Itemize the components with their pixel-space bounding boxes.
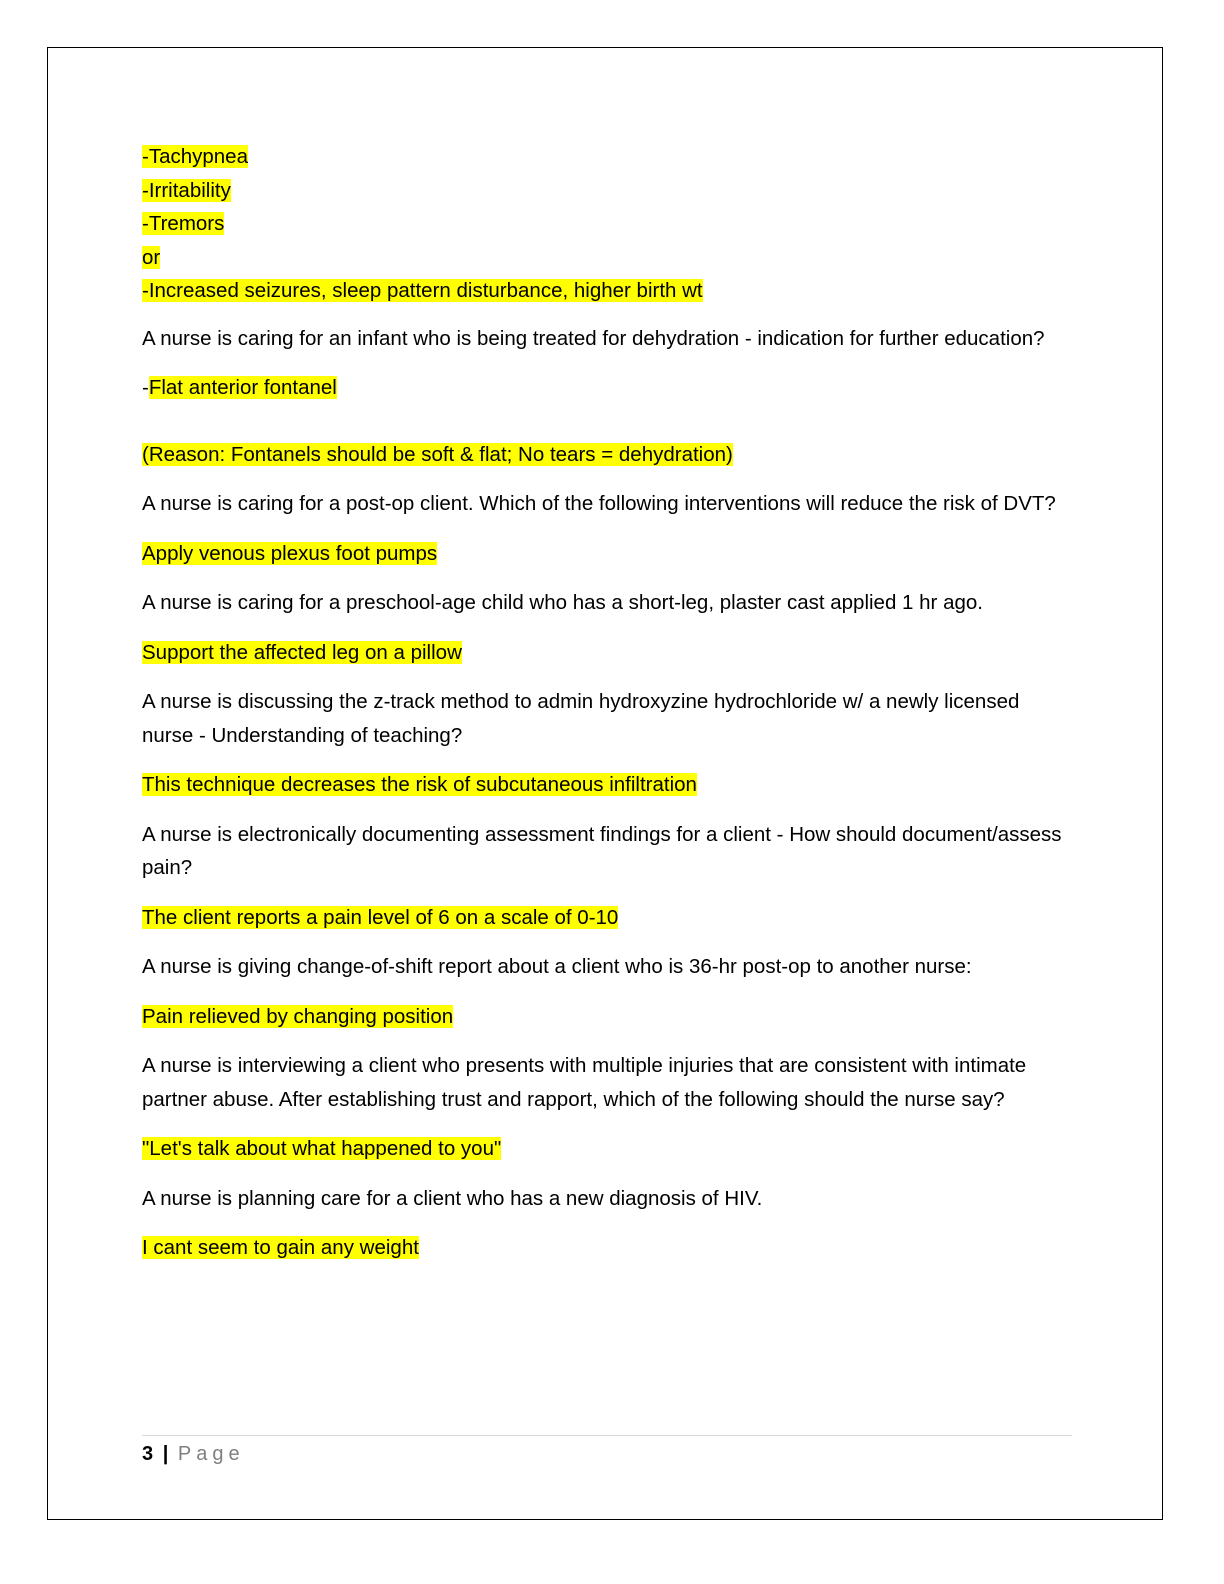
question-text: A nurse is planning care for a client who has a new diagnosis of HIV. (142, 1186, 763, 1210)
answer-text: Support the affected leg on a pillow (142, 640, 462, 664)
list-item: -Tremors (142, 212, 225, 235)
answer-line (142, 1231, 1072, 1265)
list-item: or (142, 245, 161, 269)
page-footer (142, 1438, 245, 1470)
list-item: -Tachypnea (142, 145, 248, 168)
question-text: A nurse is discussing the z-track method to admin hydroxyzine hydrochloride w/ a newly licensed nurse - Understanding of teaching? (142, 690, 1020, 747)
answer-text: The client reports a pain level of 6 on a scale of 0-10 (142, 905, 619, 929)
answer-text: Flat anterior fontanel (148, 376, 337, 399)
answer-prefix: - (142, 376, 149, 399)
answer-text: Apply venous plexus foot pumps (142, 541, 438, 565)
answer-line (142, 371, 1072, 405)
answer-text: This technique decreases the risk of subcutaneous infiltration (142, 773, 697, 796)
answer-text: I cant seem to gain any weight (142, 1236, 419, 1259)
footer-divider (142, 1435, 1072, 1436)
question-text: A nurse is giving change-of-shift report about a client who is 36-hr post-op to another nurse: (142, 955, 972, 978)
answer-line (142, 537, 1072, 571)
answer-line (142, 901, 1072, 935)
symptom-list (142, 140, 1072, 308)
question-text: A nurse is caring for a preschool-age child who has a short-leg, plaster cast applied 1 hr ago. (142, 591, 983, 614)
page-label: Page (177, 1443, 245, 1465)
footer-separator: | (162, 1443, 169, 1465)
document-body (142, 140, 1072, 1265)
question-text: A nurse is caring for a post-op client. Which of the following interventions will reduce the risk of DVT? (142, 492, 1056, 515)
answer-line (142, 1132, 1072, 1166)
reason-text: (Reason: Fontanels should be soft & flat; No tears = dehydration) (142, 442, 733, 466)
answer-line (142, 636, 1072, 670)
list-item: -Irritability (142, 178, 231, 202)
answer-line (142, 438, 1072, 472)
question-text: A nurse is caring for an infant who is being treated for dehydration - indication for further education? (142, 326, 1045, 350)
page-number: 3 (142, 1443, 154, 1465)
answer-line (142, 768, 1072, 802)
answer-text: Pain relieved by changing position (142, 1004, 454, 1028)
list-item: -Increased seizures, sleep pattern disturbance, higher birth wt (142, 279, 703, 302)
question-text: A nurse is electronically documenting assessment findings for a client - How should document/assess pain? (142, 822, 1062, 879)
answer-text: "Let's talk about what happened to you" (142, 1137, 502, 1160)
answer-line (142, 1000, 1072, 1034)
question-text: A nurse is interviewing a client who presents with multiple injuries that are consistent with intimate partner abuse. After establishing trust and rapport, which of the following should the nurse say? (142, 1054, 1027, 1111)
